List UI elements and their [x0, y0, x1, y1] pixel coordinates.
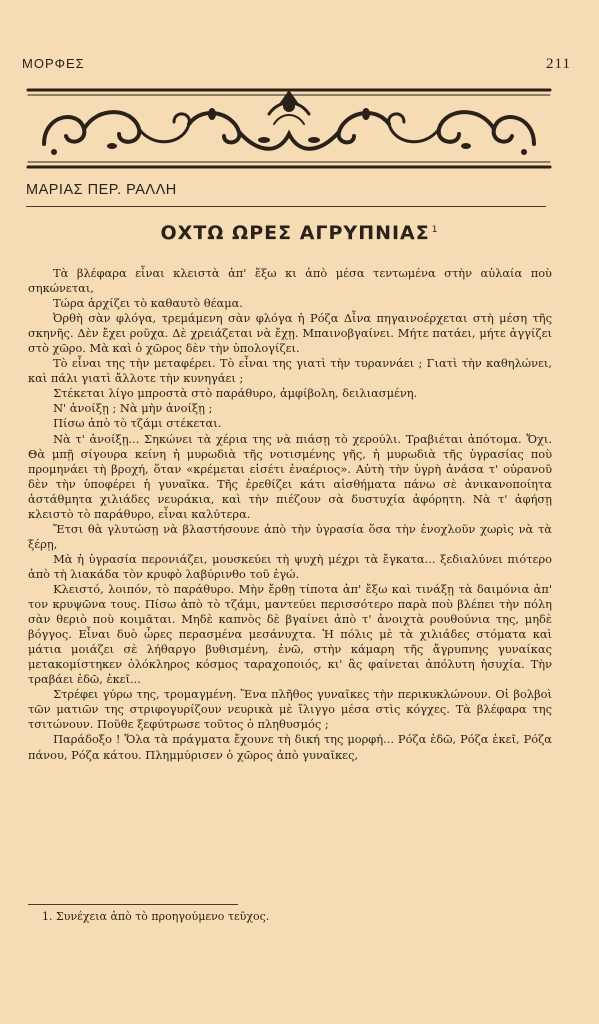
divider	[26, 206, 546, 207]
author-byline: ΜΑΡΙΑΣ ΠΕΡ. ΡΑΛΛΗ	[26, 182, 177, 198]
paragraph: Ὀρθὴ σὰν φλόγα, τρεμάμενη σὰν φλόγα ἡ Ρόζα Δἶνα πηγαινοέρχεται στὴ μέση τῆς σκηνῆς. Δὲν ἔχει ροῦχα. Δὲ χρειάζεται νὰ ἔχῃ. Μπαινοβγαίνει. Μήτε πατάει, μήτε ἀγγίζει στὸ χῶρο. Μὰ καὶ ὁ χῶρος δὲν τὴν ὑπολογίζει.	[28, 311, 552, 356]
paragraph: Κλειστό, λοιπόν, τὸ παράθυρο. Μὴν ἔρθῃ τίποτα ἀπ' ἔξω καὶ τινάξῃ τὰ δαιμόνια ἀπ' τον κρυψῶνα τους. Πίσω ἀπὸ τὸ τζάμι, μαντεύει περισσότερο παρὰ ποὺ βλέπει τὴν πόλη σὰν θεριὸ ποὺ κοιμᾶται. Μηδὲ καπνὸς δὲ βγαίνει ἀπὸ τ' ἀνοιχτὰ ρουθούνια της, μηδὲ βόγγος. Εἶναι δυὸ ὧρες περασμένα μεσάνυχτα. Ἡ πόλις μὲ τὰ χιλιάδες στόματα καὶ μάτια μοιάζει σὲ λήθαργο βυθισμένη, ἐνῶ, στὴν κάμαρη τῆς ἄγρυπνης γυναίκας μετακομίστηκεν ὁλόκληρος κόσμος ταραχοποιός, κι' ἂς φαίνεται ἀπόλυτη ἡσυχία. Τὴν τραβάει ἐδῶ, ἐκεῖ...	[28, 581, 552, 687]
paragraph: Μὰ ἡ ὑγρασία περονιάζει, μουσκεύει τὴ ψυχὴ μέχρι τὰ ἔγκατα... ξεδιαλύνει πιότερο ἀπὸ τὴ λιακάδα τὸν κρυφὸ λαβύρινθο τοῦ ἐγώ.	[28, 551, 552, 581]
paragraph: Νὰ τ' ἀνοίξῃ... Σηκώνει τὰ χέρια της νὰ πιάσῃ τὸ χερούλι. Τραβιέται ἀπότομα. Ὄχι. Θὰ μπῇ σίγουρα κείνη ἡ μυρωδιὰ τῆς νοτισμένης γῆς, ἡ μυρωδιὰ τῆς ὑγρασίας ποὺ προμηνάει τὴ βροχή, ὅταν «κρέμεται εἰσέτι ἐναέριος». Αὐτὴ τὴν ὑγρὴ ἀνάσα τ' οὐρανοῦ δὲν τὴν ὑποφέρει ἡ γυναῖκα. Τῆς ἐρεθίζει κάτι αἰσθήματα πάνω σὲ ἀνικανοποίητα ἀστάθμητα χιλιάδες νευράκια, καὶ τὴν πιέζουν σὰ δυστυχία ἀφόρητη. Νὰ τ' ἀφήσῃ κλειστὸ τὸ παράθυρο, εἶναι καλύτερα.	[28, 431, 552, 521]
page-number: 211	[546, 56, 571, 72]
running-header	[22, 56, 571, 73]
footnote-divider	[28, 904, 238, 905]
paragraph: Παράδοξο ! Ὅλα τὰ πράγματα ἔχουνε τὴ δική της μορφή... Ρόζα ἐδῶ, Ρόζα ἐκεῖ, Ρόζα πάνου, Ρόζα κάτου. Πλημμύρισεν ὁ χῶρος ἀπὸ γυναῖκες,	[28, 732, 552, 762]
magazine-name: ΜΟΡΦΕΣ	[22, 56, 85, 71]
article-body	[28, 266, 552, 763]
article-title	[0, 222, 599, 244]
paragraph: Πίσω ἀπὸ τὸ τζάμι στέκεται.	[53, 416, 222, 431]
paragraph: Τώρα ἀρχίζει τὸ καθαυτὸ θέαμα.	[53, 296, 243, 311]
footnote: 1. Συνέχεια ἀπὸ τὸ προηγούμενο τεῦχος.	[42, 910, 270, 923]
paragraph: Ν' ἀνοίξῃ ; Νὰ μὴν ἀνοίξῃ ;	[53, 401, 213, 416]
paragraph: Ἔτσι θὰ γλυτώσῃ νὰ βλαστήσουνε ἀπὸ τὴν ὑγρασία ὅσα τὴν ἐνοχλοῦν χωρὶς νὰ τὰ ξέρῃ,	[28, 521, 552, 551]
decorative-ornament-banner	[24, 84, 554, 174]
paragraph: Στρέφει γύρω της, τρομαγμένη. Ἕνα πλῆθος γυναῖκες τὴν περικυκλώνουν. Οἱ βολβοὶ τῶν ματιῶν της στριφογυρίζουν νευρικὰ μὲ ἴλιγγο μέσα στὶς κόγχες. Τὰ βλέφαρα της τσιτώνουν. Ποῦθε ξεφύτρωσε τοῦτος ὁ πληθυσμός ;	[28, 687, 552, 732]
paragraph: Τὰ βλέφαρα εἶναι κλειστὰ ἀπ' ἔξω κι ἀπὸ μέσα τεντωμένα στὴν αὐλαία ποὺ σηκώνεται,	[28, 266, 552, 296]
paragraph: Τὸ εἶναι της τὴν μεταφέρει. Τὸ εἶναι της γιατὶ τὴν τυραννάει ; Γιατὶ τὴν καθηλώνει, καὶ πάλι γιατὶ ἄλλοτε τὴν κυνηγάει ;	[28, 356, 552, 386]
paragraph: Στέκεται λίγο μπροστὰ στὸ παράθυρο, ἀμφίβολη, δειλιασμένη.	[53, 386, 418, 401]
article-title-text: ΟΧΤΩ ΩΡΕΣ ΑΓΡΥΠΝΙΑΣ	[160, 222, 430, 244]
footnote-mark: 1	[431, 224, 439, 235]
